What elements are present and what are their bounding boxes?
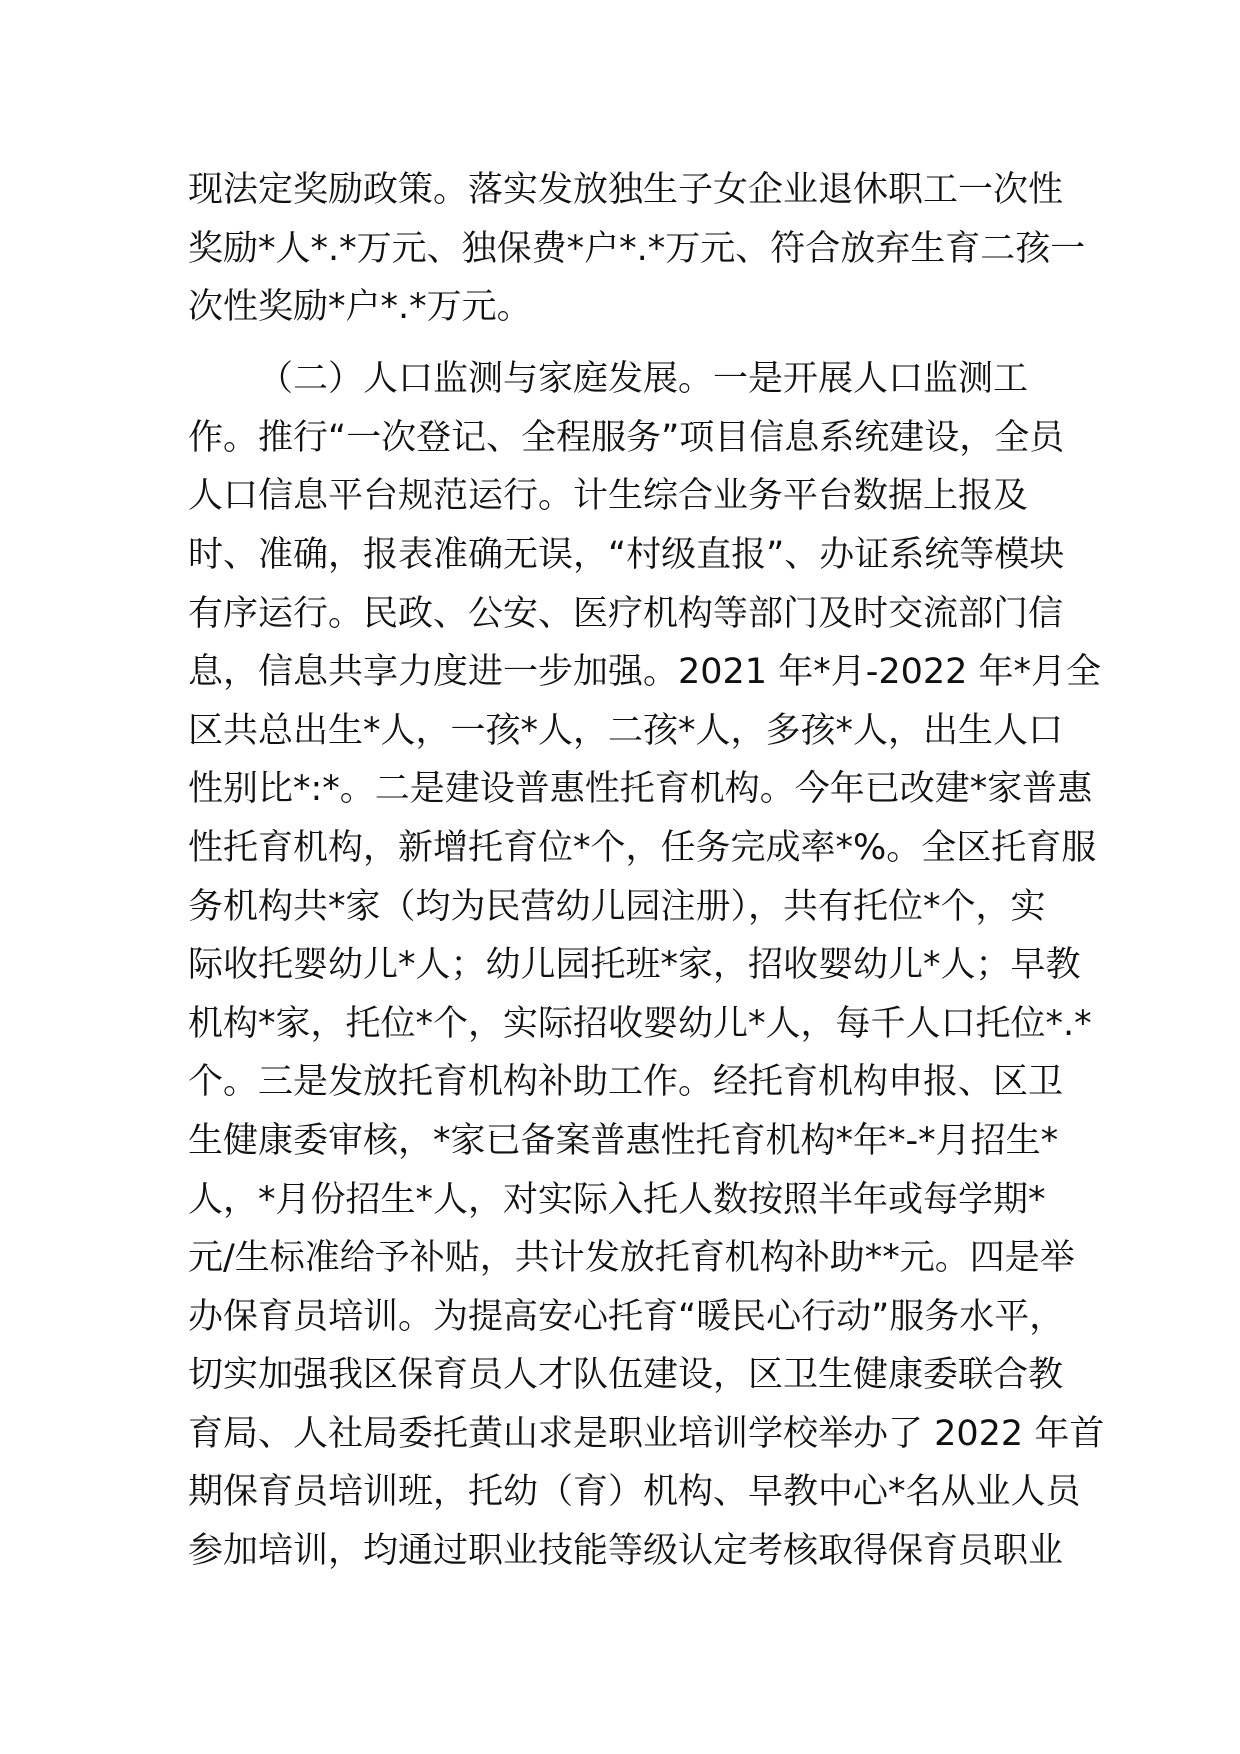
body-text <box>188 170 1105 1590</box>
text-line: 现法定奖励政策。落实发放独生子女企业退休职工一次性 <box>188 170 1064 210</box>
text-line: 时、准确，报表准确无误，“村级直报”、办证系统等模块 <box>188 534 1065 575</box>
text-line: 机构*家，托位*个，实际招收婴幼儿*人，每千人口托位*.* <box>188 1003 1092 1044</box>
text-line: 奖励*人*.*万元、独保费*户*.*万元、符合放弃生育二孩一 <box>188 228 1086 269</box>
text-line: 生健康委审核，*家已备案普惠性托育机构*年*-*月招生* <box>188 1120 1059 1161</box>
text-line: （二）人口监测与家庭发展。一是开展人口监测工 <box>258 359 1029 400</box>
text-line: 切实加强我区保育员人才队伍建设，区卫生健康委联合教 <box>188 1355 1064 1396</box>
text-line: 人，*月份招生*人，对实际入托人数按照半年或每学期* <box>188 1179 1046 1220</box>
text-line: 个。三是发放托育机构补助工作。经托育机构申报、区卫 <box>188 1062 1064 1103</box>
text-line: 作。推行“一次登记、全程服务”项目信息系统建设，全员 <box>188 417 1065 458</box>
text-line: 元/生标准给予补贴，共计发放托育机构补助**元。四是举 <box>188 1238 1075 1279</box>
text-line: 际收托婴幼儿*人；幼儿园托班*家，招收婴幼儿*人；早教 <box>188 945 1081 986</box>
text-line: 办保育员培训。为提高安心托育“暖民心行动”服务水平， <box>188 1296 1065 1337</box>
text-line: 参加培训，均通过职业技能等级认定考核取得保育员职业 <box>188 1531 1064 1572</box>
text-line: 区共总出生*人，一孩*人，二孩*人，多孩*人，出生人口 <box>188 710 1064 751</box>
text-line: 期保育员培训班，托幼（育）机构、早教中心*名从业人员 <box>188 1472 1081 1513</box>
text-line: 性托育机构，新增托育位*个，任务完成率*%。全区托育服 <box>188 827 1097 868</box>
text-line: 性别比*:*。二是建设普惠性托育机构。今年已改建*家普惠 <box>188 769 1093 810</box>
text-line: 育局、人社局委托黄山求是职业培训学校举办了 2022 年首 <box>188 1413 1105 1454</box>
text-line: 有序运行。民政、公安、医疗机构等部门及时交流部门信 <box>188 593 1064 634</box>
text-line: 息，信息共享力度进一步加强。2021 年*月-2022 年*月全 <box>188 652 1102 693</box>
text-line: 务机构共*家（均为民营幼儿园注册），共有托位*个，实 <box>188 886 1046 927</box>
text-line: 次性奖励*户*.*万元。 <box>188 287 532 328</box>
text-line: 人口信息平台规范运行。计生综合业务平台数据上报及 <box>188 476 1029 517</box>
